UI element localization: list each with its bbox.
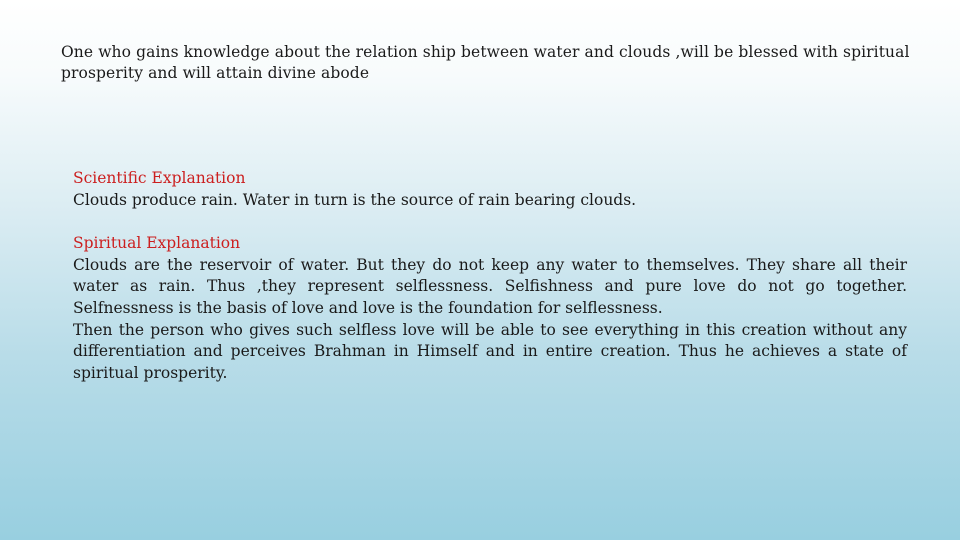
spiritual-explanation-section bbox=[73, 233, 907, 384]
spiritual-explanation-text: Then the person who gives such selfless love will be able to see everything in this creation without any differentiation and perceives Brahman in Himself and in entire creation. Thus he achieves a state of spiritual prosperity. bbox=[73, 320, 907, 382]
scientific-explanation-heading: Scientific Explanation bbox=[73, 169, 246, 187]
scientific-explanation-text: Clouds produce rain. Water in turn is the source of rain bearing clouds. bbox=[73, 190, 637, 209]
spiritual-explanation-heading: Spiritual Explanation bbox=[73, 234, 241, 253]
scientific-explanation-section bbox=[73, 168, 907, 211]
slide-title: One who gains knowledge about the relation ship between water and clouds ,will be blessed with spiritual prosperity and will attain divine abode bbox=[61, 43, 910, 82]
slide-body bbox=[73, 168, 907, 406]
spiritual-explanation-text: Clouds are the reservoir of water. But they do not keep any water to themselves. They share all their water as rain. Thus ,they represent selflessness. Selfishness and pure love do not go together. Selfnessness is the basis of love and love is the foundation for selflessness. bbox=[73, 255, 907, 317]
